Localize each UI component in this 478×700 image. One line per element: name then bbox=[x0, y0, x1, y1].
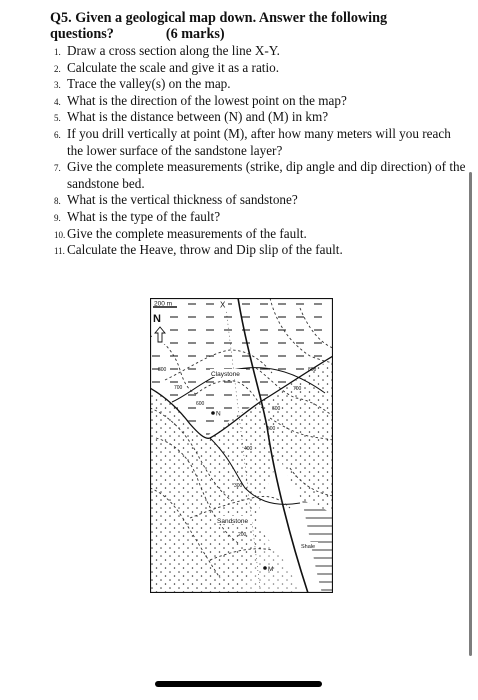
question-text: Draw a cross section along the line X-Y. bbox=[67, 43, 280, 58]
contour-label-700-right: 700 bbox=[293, 386, 302, 392]
scrollbar[interactable] bbox=[469, 172, 472, 656]
scale-bar bbox=[152, 300, 178, 308]
contour-label-700-left: 700 bbox=[174, 385, 183, 391]
question-number: 10. bbox=[54, 229, 66, 240]
question-text: If you drill vertically at point (M), after how many meters will you reach the lower surface of the sandstone layer? bbox=[67, 125, 451, 158]
shale-label: Shale bbox=[301, 544, 316, 550]
contour-label-600-left: 600 bbox=[196, 401, 205, 407]
question-number: 9. bbox=[54, 212, 61, 223]
question-item-3 bbox=[56, 76, 466, 93]
question-list bbox=[56, 43, 466, 259]
question-text: What is the direction of the lowest point on the map? bbox=[67, 92, 347, 108]
question-number: 5. bbox=[54, 113, 61, 124]
point-m-dot bbox=[263, 566, 267, 570]
question-text: What is the distance between (N) and (M) in km? bbox=[67, 109, 329, 125]
claystone-label: Claystone bbox=[211, 371, 240, 378]
question-text: Give the complete measurements (strike, dip angle and dip direction) of the sandstone bed. bbox=[67, 159, 466, 191]
question-title-line1: Q5. Given a geological map down. Answer the following bbox=[50, 10, 388, 26]
question-title-line2 bbox=[50, 26, 450, 42]
question-number: 6. bbox=[54, 129, 61, 140]
question-item-9 bbox=[56, 209, 466, 226]
north-arrow bbox=[152, 310, 168, 344]
question-item-11 bbox=[56, 242, 466, 259]
question-number: 8. bbox=[54, 196, 61, 207]
question-number: 3. bbox=[54, 80, 61, 91]
contour-label-400: 400 bbox=[244, 446, 253, 452]
scale-label: 200 m bbox=[154, 300, 173, 308]
contour-label-600-right: 600 bbox=[272, 406, 281, 412]
question-item-2 bbox=[56, 60, 466, 77]
point-n-label: N bbox=[216, 410, 221, 418]
question-text: Give the complete measurements of the fault. bbox=[67, 225, 307, 241]
question-heading bbox=[50, 10, 450, 42]
north-label: N bbox=[153, 313, 161, 325]
question-number: 4. bbox=[54, 96, 61, 107]
question-text: Calculate the Heave, throw and Dip slip of the fault. bbox=[67, 242, 343, 258]
question-marks: (6 marks) bbox=[165, 26, 225, 42]
contour-label-300: 300 bbox=[234, 483, 243, 489]
question-number: 2. bbox=[54, 63, 61, 74]
point-x-label: X bbox=[220, 300, 226, 310]
question-title-word: questions? bbox=[50, 26, 114, 42]
question-item-10 bbox=[56, 226, 466, 243]
question-item-7 bbox=[56, 159, 466, 192]
question-number: 7. bbox=[54, 163, 61, 174]
question-text: Calculate the scale and give it as a ratio. bbox=[67, 59, 280, 75]
question-text: What is the vertical thickness of sandstone? bbox=[67, 192, 298, 208]
question-item-6 bbox=[56, 126, 466, 159]
question-number: 11. bbox=[54, 246, 65, 257]
question-text: Trace the valley(s) on the map. bbox=[67, 76, 231, 92]
point-n-dot bbox=[211, 411, 215, 415]
question-item-1 bbox=[56, 43, 466, 60]
contour-label-500: 500 bbox=[267, 426, 276, 432]
sandstone-label: Sandstone bbox=[217, 518, 249, 525]
geological-map bbox=[150, 298, 333, 593]
contour-label-800-left: 800 bbox=[158, 367, 167, 373]
contour-label-200: 200 bbox=[238, 532, 247, 538]
question-text: What is the type of the fault? bbox=[67, 208, 221, 224]
home-indicator[interactable] bbox=[155, 681, 322, 687]
contour-label-800-right: 800 bbox=[308, 367, 317, 373]
question-item-4 bbox=[56, 93, 466, 110]
question-number: 1. bbox=[54, 47, 61, 57]
point-m-label: M bbox=[268, 566, 274, 573]
question-item-8 bbox=[56, 192, 466, 209]
question-item-5 bbox=[56, 109, 466, 126]
